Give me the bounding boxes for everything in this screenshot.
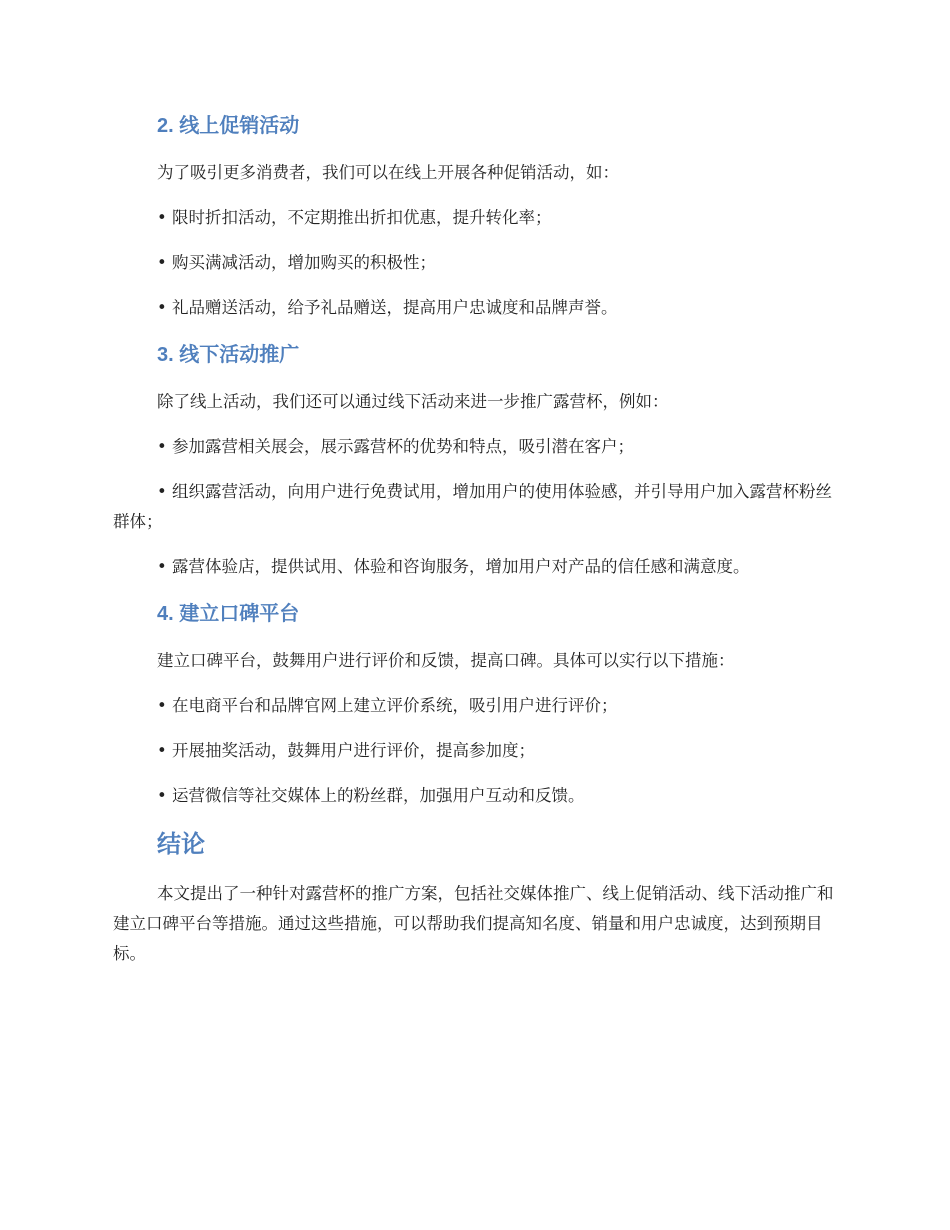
list-item: • 礼品赠送活动，给予礼品赠送，提高用户忠诚度和品牌声誉。 [157,298,618,317]
list-item: • 运营微信等社交媒体上的粉丝群，加强用户互动和反馈。 [157,786,585,805]
list-item: • 在电商平台和品牌官网上建立评价系统，吸引用户进行评价； [157,696,618,715]
section-intro: 除了线上活动，我们还可以通过线下活动来进一步推广露营杯，例如： [157,392,669,411]
section-intro: 建立口碑平台，鼓舞用户进行评价和反馈，提高口碑。具体可以实行以下措施： [157,651,735,670]
list-item: • 购买满减活动，增加购买的积极性； [157,253,436,272]
section-intro: 为了吸引更多消费者，我们可以在线上开展各种促销活动，如： [157,163,619,182]
conclusion-heading: 结论 [157,831,205,858]
list-item: • 参加露营相关展会，展示露营杯的优势和特点，吸引潜在客户； [157,437,634,456]
section-heading-online-promotion: 2. 线上促销活动 [157,115,300,137]
section-heading-offline-promotion: 3. 线下活动推广 [157,344,300,366]
list-item: • 限时折扣活动，不定期推出折扣优惠，提升转化率； [157,208,552,227]
list-item: • 开展抽奖活动，鼓舞用户进行评价，提高参加度； [157,741,535,760]
list-item: • 组织露营活动，向用户进行免费试用，增加用户的使用体验感，并引导用户加入露营杯粉丝群体； [113,482,832,531]
list-item: • 露营体验店，提供试用、体验和咨询服务，增加用户对产品的信任感和满意度。 [157,557,750,576]
document-body [113,108,843,969]
conclusion-text: 本文提出了一种针对露营杯的推广方案，包括社交媒体推广、线上促销活动、线下活动推广和建立口碑平台等措施。通过这些措施，可以帮助我们提高知名度、销量和用户忠诚度，达到预期目标。 [113,884,834,963]
section-heading-reputation-platform: 4. 建立口碑平台 [157,603,300,625]
